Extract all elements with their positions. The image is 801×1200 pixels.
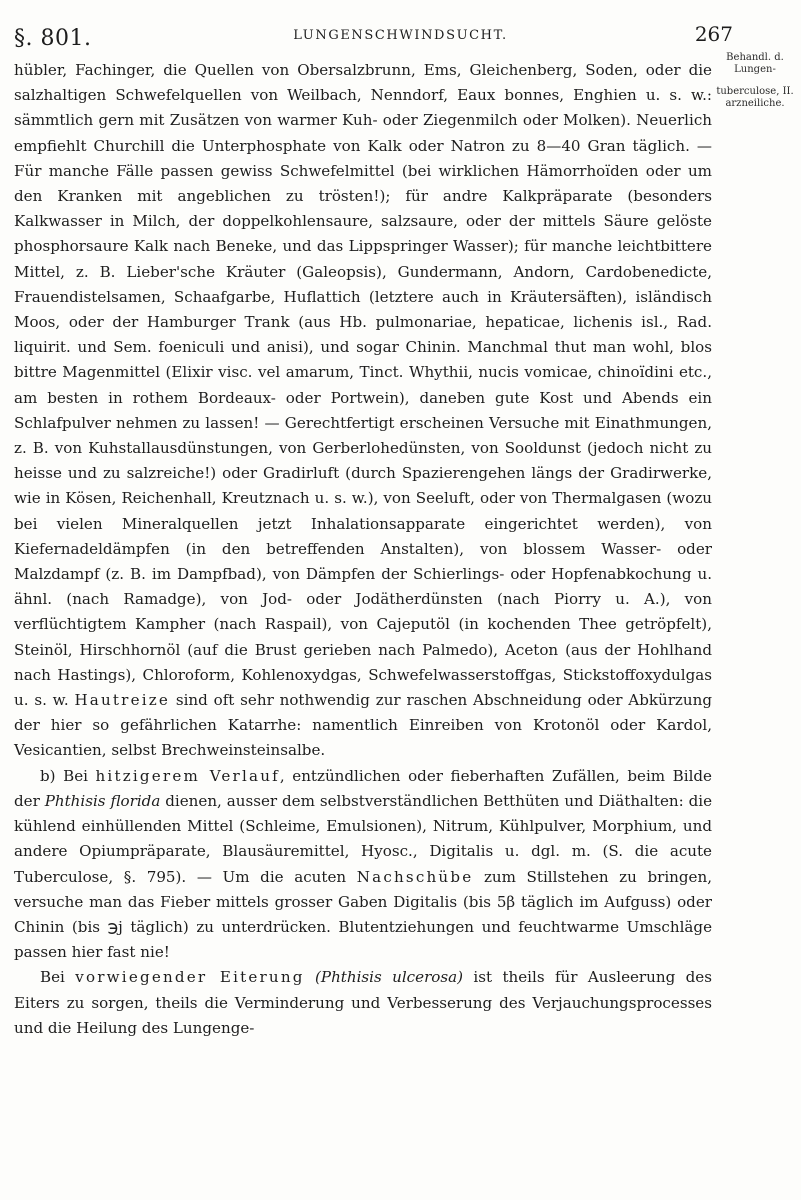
paragraph-continuation <box>14 58 712 764</box>
text-run: zum Stillstehen zu bringen, versuche man das Fieber mittels grosser Gaben Digitalis (bis 5β täglich im Aufguss) oder Chinin (bis ℈j täglich) zu unterdrücken. Blutentziehungen und feuchtwarme Umschläge passen hier fast nie! <box>14 867 712 962</box>
page-header <box>0 22 801 50</box>
paragraph-suppuration <box>14 965 712 1041</box>
italic-term: (Phthisis ulcerosa) <box>315 968 464 987</box>
running-title: LUNGENSCHWINDSUCHT. <box>293 28 508 43</box>
text-run: ist theils für Ausleerung des Eiters zu sorgen, theils die Verminderung und Verbesserung des Verjauchungsprocesses und die Heilung des Lungenge- <box>14 968 712 1037</box>
margin-note-treatment: Behandl. d. Lungen- <box>726 52 784 75</box>
text-run: dienen, ausser dem selbstverständlichen Betthüten und Diäthalten: die kühlend einhüllenden Mittel (Schleime, Emulsionen), Nitrum, Kühlpulver, Morphium, und andere Opiumpräparate, Blausäuremittel, Hyosc., Digitalis u. dgl. m. (S. die acute Tuberculose, §. 795). — Um die acuten <box>14 791 713 886</box>
emphasized-term: Hautreize <box>74 691 171 710</box>
emphasized-term: hitzigerem Verlauf <box>95 766 280 785</box>
text-run <box>305 968 315 986</box>
emphasized-term: vorwiegender Eiterung <box>75 968 305 987</box>
margin-note-medicinal: tuberculose, II. arzneiliche. <box>716 86 794 109</box>
page-number: 267 <box>694 22 733 46</box>
text-run: hübler, Fachinger, die Quellen von Obersalzbrunn, Ems, Gleichenberg, Soden, oder die salzhaltigen Schwefelquellen von Weilbach, Nenndorf, Eaux bonnes, Enghien u. s. w.: sämmtlich gern mit Zusätzen von warmer Kuh- oder Ziegenmilch oder Molken). Neuerlich empfiehlt Churchill die Unterphosphate von Kalk oder Natron zu 8—40 Gran täglich. — Für manche Fälle passen gewiss Schwefelmittel (bei wirklichen Hämorrhoïden oder um den Kranken mit angeblichen zu trösten!); für andre Kalkpräparate (besonders Kalkwasser in Milch, der doppelkohlensaure, salzsaure, oder der mittels Säure gelöste phosphorsaure Kalk nach Beneke, und das Lippspringer Wasser); für manche leichtbittere Mittel, z. B. Lieber'sche Kräuter (Galeopsis), Gundermann, Andorn, Cardobenedicte, Frauendistelsamen, Schaafgarbe, Huflattich (letztere auch in Kräutersäften), isländisch Moos, oder der Hamburger Trank (aus Hb. pulmonariae, hepaticae, lichenis isl., Rad. liquirit. und Sem. foeniculi und anisi), und sogar Chinin. Manchmal thut man wohl, blos bittre Magenmittel (Elixir visc. vel amarum, Tinct. Whythii, nucis vomicae, chinoïdini etc., am besten in rothem Bordeaux- oder Portwein), daneben gute Kost und Abends ein Schlafpulver nehmen zu lassen! — Gerechtfertigt erscheinen Versuche mit Einathmungen, z. B. von Kuhstallausdünstungen, von Gerberlohedünsten, von Sooldunst (jedoch nicht zu heisse und zu salzreiche!) oder Gradirluft (durch Spazierengehen längs der Gradirwerke, wie in Kösen, Reichenhall, Kreutznach u. s. w.), von Seeluft, oder von Thermalgasen (wozu bei vielen Mineralquellen jetzt Inhalationsapparate eingerichtet werden), von Kiefernadeldämpfen (in den betreffenden Anstalten), von blossem Wasser- oder Malzdampf (z. B. im Dampfbad), von Dämpfen der Schierlings- oder Hopfenabkochung u. ähnl. (nach Ramadge), von Jod- oder Jodätherdünsten (nach Piorry u. A.), von verflüchtigtem Kampher (nach Raspail), von Cajeputöl (in kochenden Thee getröpfelt), Steinöl, Hirschhornöl (auf die Brust gerieben nach Palmedo), Aceton (aus der Hohlhand nach Hastings), Chloroform, Kohlenoxydgas, Schwefelwasserstoffgas, Stickstoffoxydulgas u. s. w. <box>14 61 712 710</box>
section-number: §. 801. <box>14 26 92 51</box>
body-text <box>14 58 712 1041</box>
text-run: , entzündlichen oder fieberhaften Zufällen, beim Bilde der <box>14 766 712 810</box>
paragraph-acute-course <box>14 764 712 966</box>
emphasized-term: Nachschübe <box>356 867 474 886</box>
text-run: b) Bei <box>40 766 96 785</box>
text-run: Bei <box>40 968 76 987</box>
text-run: sind oft sehr nothwendig zur raschen Abschneidung oder Abkürzung der hier so gefährlichen Katarrhe: namentlich Einreiben von Krotonöl oder Kardol, Vesicantien, selbst Brechweinsteinsalbe. <box>14 691 712 760</box>
italic-term: Phthisis florida <box>44 791 161 810</box>
